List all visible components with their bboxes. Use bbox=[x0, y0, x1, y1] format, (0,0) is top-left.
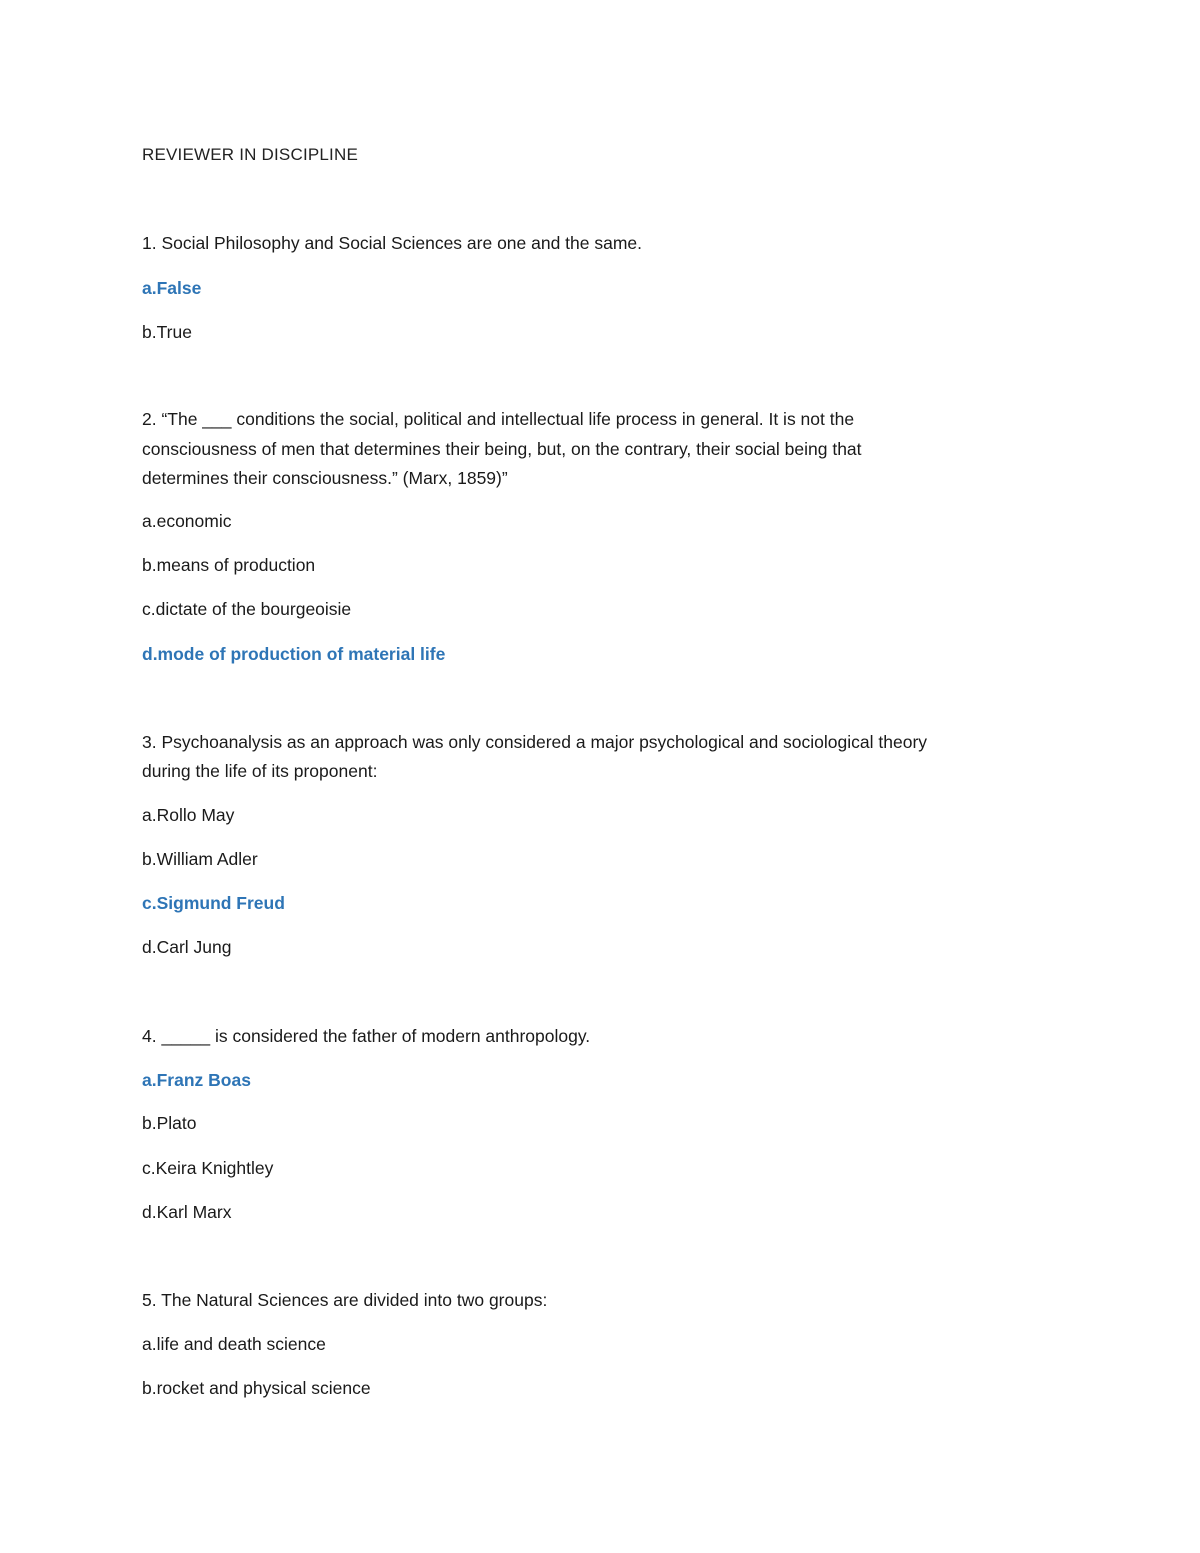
question-4-option-d: d.Karl Marx bbox=[142, 1202, 232, 1222]
question-2-option-b: b.means of production bbox=[142, 555, 316, 575]
question-2-option-d-correct: d.mode of production of material life bbox=[142, 644, 446, 664]
page-title: REVIEWER IN DISCIPLINE bbox=[142, 145, 358, 164]
question-3-option-d: d.Carl Jung bbox=[142, 937, 232, 957]
question-4-option-c: c.Keira Knightley bbox=[142, 1158, 274, 1178]
question-3-option-a: a.Rollo May bbox=[142, 805, 235, 825]
question-4-option-a-correct: a.Franz Boas bbox=[142, 1070, 251, 1090]
question-2-option-a: a.economic bbox=[142, 511, 232, 531]
question-4-option-b: b.Plato bbox=[142, 1113, 197, 1133]
question-3-stem-line: 3. Psychoanalysis as an approach was only considered a major psychological and sociological theory bbox=[142, 732, 928, 752]
question-2-stem-line: determines their consciousness.” (Marx, 1859)” bbox=[142, 468, 508, 488]
question-4-stem-line: 4. _____ is considered the father of modern anthropology. bbox=[142, 1026, 591, 1046]
question-5-stem-line: 5. The Natural Sciences are divided into two groups: bbox=[142, 1290, 548, 1310]
question-5-option-a: a.life and death science bbox=[142, 1334, 326, 1354]
question-1-option-a-correct: a.False bbox=[142, 278, 202, 298]
question-3-option-b: b.William Adler bbox=[142, 849, 258, 869]
question-2-stem-line: 2. “The ___ conditions the social, political and intellectual life process in general. It is not the bbox=[142, 409, 855, 429]
question-3-option-c-correct: c.Sigmund Freud bbox=[142, 893, 285, 913]
question-1-stem-line: 1. Social Philosophy and Social Sciences are one and the same. bbox=[142, 233, 643, 253]
question-2-option-c: c.dictate of the bourgeoisie bbox=[142, 599, 352, 619]
question-5-option-b: b.rocket and physical science bbox=[142, 1378, 371, 1398]
question-1-option-b: b.True bbox=[142, 322, 192, 342]
question-3-stem-line: during the life of its proponent: bbox=[142, 761, 378, 781]
question-2-stem-line: consciousness of men that determines their being, but, on the contrary, their social being that bbox=[142, 439, 862, 459]
